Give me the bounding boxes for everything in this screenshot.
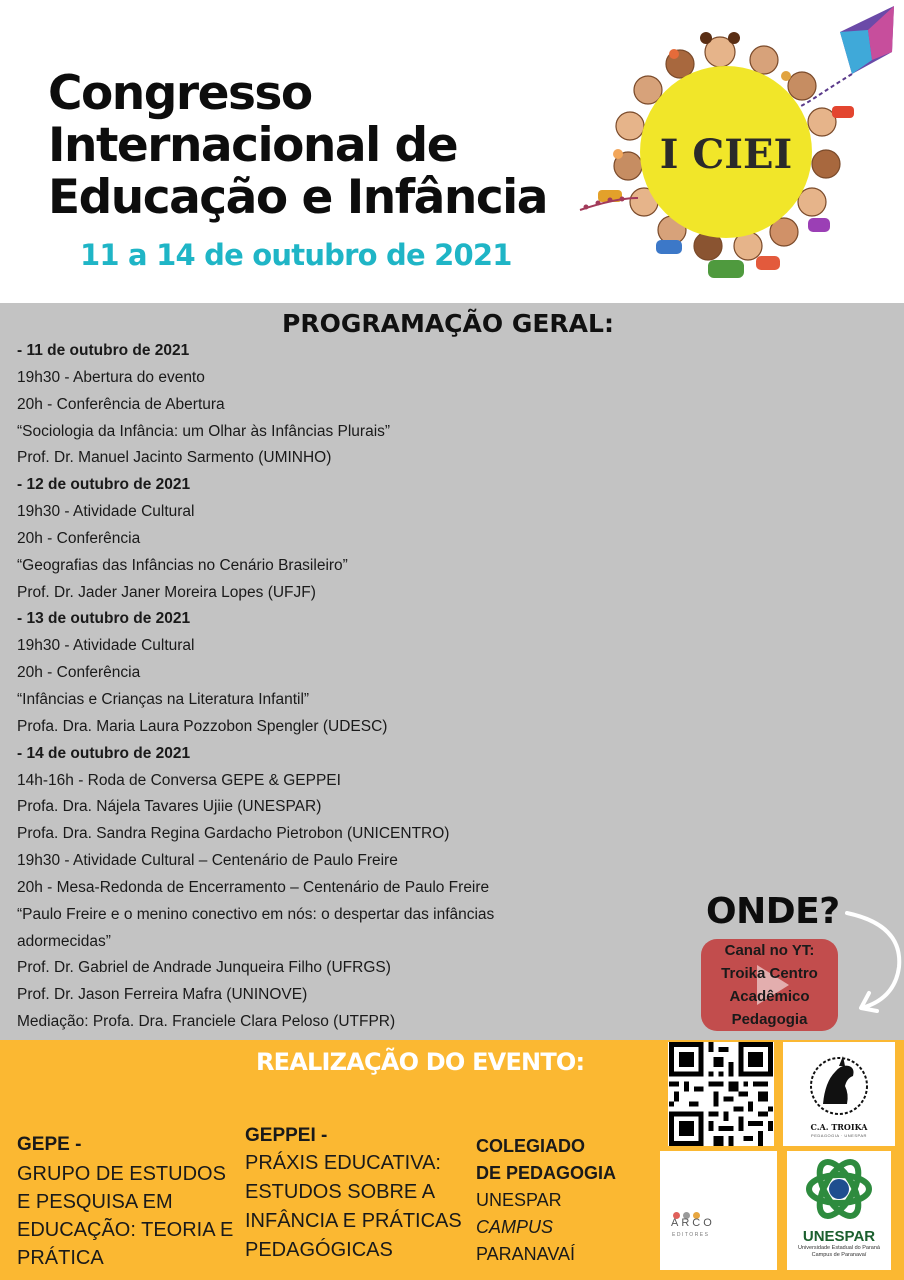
geppei-head: GEPPEI - [245, 1125, 328, 1146]
program-day: - 14 de outubro de 2021 [17, 744, 191, 762]
gepe-line: E PESQUISA EM [17, 1191, 173, 1213]
program-day: - 11 de outubro de 2021 [17, 342, 190, 359]
troika-sub: PEDAGOGIA · UNESPAR [811, 1133, 867, 1138]
program-item: 19h30 - Atividade Cultural [17, 503, 195, 521]
program-item: Prof. Dr. Gabriel de Andrade Junqueira Filho (UFRGS) [17, 959, 391, 977]
arco-logo [660, 1151, 777, 1270]
youtube-line: Troika Centro [721, 965, 818, 982]
unespar-sub-line: Universidade Estadual do Paraná [798, 1245, 880, 1251]
program-item: “Paulo Freire e o menino conectivo em nós: o despertar das infâncias [17, 905, 495, 923]
youtube-channel-button[interactable] [701, 939, 838, 1031]
unespar-emblem-icon [787, 1151, 891, 1229]
program-item: 20h - Conferência de Abertura [17, 395, 225, 413]
colegiado-line: PARANAVAÍ [476, 1244, 576, 1264]
program-section [0, 303, 904, 1040]
troika-logo [783, 1042, 895, 1146]
program-item: Prof. Dr. Jason Ferreira Mafra (UNINOVE) [17, 986, 308, 1004]
program-list [17, 338, 577, 1036]
footer-organizers [0, 1040, 904, 1280]
gepe-line: PRÁTICA [17, 1247, 104, 1269]
unespar-name: UNESPAR [802, 1228, 876, 1245]
gepe-group [17, 1130, 242, 1272]
youtube-line: Canal no YT: [724, 942, 815, 959]
colegiado-group [476, 1133, 656, 1268]
program-item: “Infâncias e Crianças na Literatura Infantil” [17, 690, 310, 708]
colegiado-line: UNESPAR [476, 1190, 562, 1210]
horse-logo-icon [783, 1042, 895, 1122]
organizers-title: REALIZAÇÃO DO EVENTO: [256, 1048, 585, 1076]
program-item: adormecidas” [17, 932, 111, 950]
program-item: Profa. Dra. Maria Laura Pozzobon Spengler (UDESC) [17, 717, 388, 735]
program-item: Profa. Dra. Sandra Regina Gardacho Pietrobon (UNICENTRO) [17, 825, 450, 843]
ciei-logo [576, 2, 904, 298]
program-item: 19h30 - Atividade Cultural [17, 637, 195, 655]
arco-name: ARCO [671, 1217, 715, 1229]
geppei-line: PEDAGÓGICAS [245, 1239, 393, 1261]
logo-text: I CIEI [659, 131, 793, 178]
geppei-line: INFÂNCIA E PRÁTICAS [245, 1210, 462, 1232]
curved-arrow-icon [845, 907, 904, 1017]
program-day: - 13 de outubro de 2021 [17, 610, 191, 628]
troika-name: C.A. TROIKA [810, 1122, 868, 1132]
program-item: 19h30 - Atividade Cultural – Centenário de Paulo Freire [17, 852, 398, 870]
program-item: 20h - Mesa-Redonda de Encerramento – Centenário de Paulo Freire [17, 878, 490, 896]
colegiado-head: DE PEDAGOGIA [476, 1163, 617, 1183]
geppei-group [245, 1123, 470, 1265]
title-line: Educação e Infância [48, 170, 548, 225]
program-item: “Geografias das Infâncias no Cenário Brasileiro” [17, 556, 348, 574]
colegiado-head: COLEGIADO [476, 1136, 586, 1156]
geppei-line: ESTUDOS SOBRE A [245, 1181, 436, 1203]
header [0, 0, 904, 303]
program-item: 14h-16h - Roda de Conversa GEPE & GEPPEI [17, 771, 341, 789]
program-item: 20h - Conferência [17, 529, 141, 547]
arco-sub: EDITORES [672, 1232, 710, 1238]
youtube-line: Acadêmico [729, 988, 810, 1005]
program-day: - 12 de outubro de 2021 [17, 476, 191, 494]
geppei-line: PRÁXIS EDUCATIVA: [245, 1152, 441, 1174]
title-line: Congresso [48, 66, 312, 121]
program-item: Prof. Dr. Jader Janer Moreira Lopes (UFJF) [17, 583, 316, 601]
program-item: “Sociologia da Infância: um Olhar às Infâncias Plurais” [17, 422, 391, 440]
youtube-line: Pedagogia [731, 1011, 808, 1028]
qr-code-icon[interactable] [668, 1042, 774, 1146]
event-dates: 11 a 14 de outubro de 2021 [80, 238, 512, 272]
program-item: Mediação: Profa. Dra. Franciele Clara Peloso (UTFPR) [17, 1013, 396, 1031]
gepe-line: EDUCAÇÃO: TEORIA E [17, 1219, 234, 1241]
unespar-sub [787, 1245, 891, 1259]
title-line: Internacional de [48, 118, 458, 173]
gepe-line: GRUPO DE ESTUDOS [17, 1163, 226, 1185]
event-title [48, 68, 608, 224]
unespar-logo [787, 1151, 891, 1270]
program-title: PROGRAMAÇÃO GERAL: [282, 309, 614, 338]
colegiado-line: CAMPUS [476, 1217, 554, 1237]
onde-heading: ONDE? [706, 891, 840, 932]
program-item: Prof. Dr. Manuel Jacinto Sarmento (UMINHO) [17, 449, 332, 467]
youtube-channel-label [695, 939, 844, 1031]
unespar-sub-line: Campus de Paranavaí [811, 1252, 867, 1258]
program-item: 20h - Conferência [17, 664, 141, 682]
program-item: 19h30 - Abertura do evento [17, 368, 205, 386]
program-item: Profa. Dra. Nájela Tavares Ujiie (UNESPAR) [17, 798, 322, 816]
gepe-head: GEPE - [17, 1134, 82, 1155]
